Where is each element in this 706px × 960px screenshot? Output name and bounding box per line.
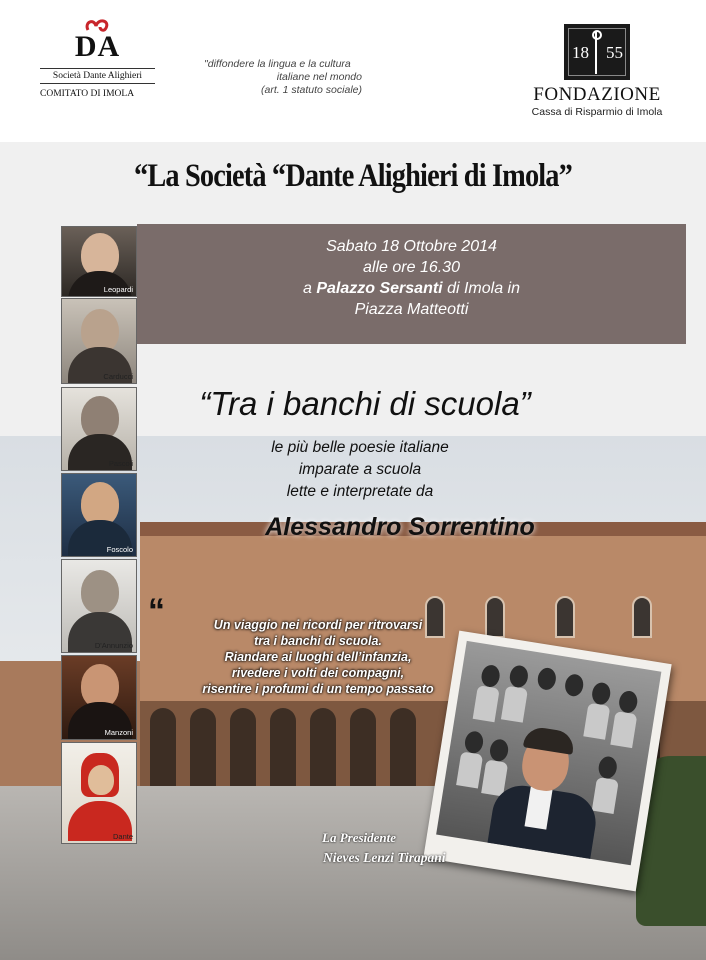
arch <box>270 708 296 786</box>
portrait-label: Carducci <box>103 372 133 381</box>
child-figure <box>508 664 529 689</box>
portrait-face-detail <box>88 765 114 795</box>
child-figure <box>618 690 639 715</box>
motto-line: (art. 1 statuto sociale) <box>261 84 362 96</box>
header <box>0 0 706 142</box>
portrait-dannunzio <box>61 559 137 653</box>
window <box>555 596 575 638</box>
portrait-manzoni <box>61 655 137 740</box>
child-figure <box>488 738 509 763</box>
motto <box>204 58 374 97</box>
blurb <box>168 617 468 697</box>
portrait-label: Leopardi <box>103 285 133 294</box>
arch <box>390 708 416 786</box>
dante-alighieri-logo <box>40 18 155 99</box>
child-figure <box>597 755 618 780</box>
subtitle-line: imparate a scuola <box>298 461 422 478</box>
arch <box>190 708 216 786</box>
committee-name: COMITATO DI IMOLA <box>40 89 135 99</box>
event-venue-line <box>137 278 686 299</box>
portrait-label: D'Annunzio <box>94 641 133 650</box>
portrait-dante <box>61 742 137 844</box>
child-figure <box>592 777 619 814</box>
event-subtitle <box>150 437 570 503</box>
motto-line: "diffondere la lingua e la cultura <box>204 58 351 70</box>
year-left: 18 <box>572 43 589 62</box>
fondazione-subtitle: Cassa di Risparmio di Imola <box>531 106 663 118</box>
blurb-line: tra i banchi di scuola. <box>254 634 382 648</box>
society-name: Società Dante Alighieri <box>40 68 155 84</box>
portrait-label: Pascoli <box>108 459 133 468</box>
event-title: “Tra i banchi di scuola” <box>199 385 531 422</box>
child-figure <box>480 664 501 689</box>
da-monogram: DA <box>74 30 121 63</box>
portrait-label: Foscolo <box>106 545 133 554</box>
performer-name: Alessandro Sorrentino <box>265 513 535 541</box>
event-square: Piazza Matteotti <box>354 301 469 318</box>
signature <box>322 828 522 868</box>
event-venue: Palazzo Sersanti <box>316 280 443 297</box>
fondazione-logo <box>527 24 667 118</box>
child-figure <box>583 703 610 740</box>
arch <box>310 708 336 786</box>
event-details <box>137 236 686 320</box>
blurb-line: Riandare ai luoghi dell’infanzia, <box>224 650 412 664</box>
arch <box>150 708 176 786</box>
portrait-foscolo <box>61 473 137 557</box>
portrait-label: Dante <box>112 832 133 841</box>
child-figure <box>463 730 484 755</box>
subtitle-line: lette e interpretate da <box>286 483 434 500</box>
child-figure <box>610 711 637 748</box>
child-figure <box>591 681 612 706</box>
blurb-line: rivedere i volti dei compagni, <box>231 666 405 680</box>
portrait-leopardi <box>61 226 137 297</box>
venue-suffix: di Imola in <box>447 280 520 297</box>
portrait-label: Manzoni <box>104 728 133 737</box>
dante-swirl-icon <box>84 18 112 34</box>
headline: “La Società “Dante Alighieri di Imola” <box>134 158 572 194</box>
event-date: Sabato 18 Ottobre 2014 <box>326 238 497 255</box>
year-right: 55 <box>606 43 623 62</box>
child-figure <box>501 686 528 723</box>
arch <box>350 708 376 786</box>
blurb-line: Un viaggio nei ricordi per ritrovarsi <box>213 618 423 632</box>
window <box>632 596 652 638</box>
subtitle-line: le più belle poesie italiane <box>271 439 449 456</box>
window <box>485 596 505 638</box>
blurb-line: risentire i profumi di un tempo passato <box>202 682 434 696</box>
motto-line: italiane nel mondo <box>276 71 362 83</box>
signature-name: Nieves Lenzi Tirapani <box>323 850 446 865</box>
portrait-face <box>81 570 119 614</box>
child-figure <box>564 673 585 698</box>
quote-mark: “ <box>148 592 165 630</box>
event-time: alle ore 16.30 <box>363 259 460 276</box>
key-shaft <box>595 32 601 74</box>
signature-role: La Presidente <box>322 830 397 845</box>
portrait-carducci <box>61 298 137 384</box>
venue-prefix: a <box>302 280 312 297</box>
child-figure <box>473 685 500 722</box>
arch <box>230 708 256 786</box>
child-figure <box>456 751 483 788</box>
fondazione-emblem <box>564 24 630 80</box>
fondazione-title: FONDAZIONE <box>533 84 661 105</box>
child-figure <box>536 667 557 692</box>
portrait-pascoli <box>61 387 137 471</box>
